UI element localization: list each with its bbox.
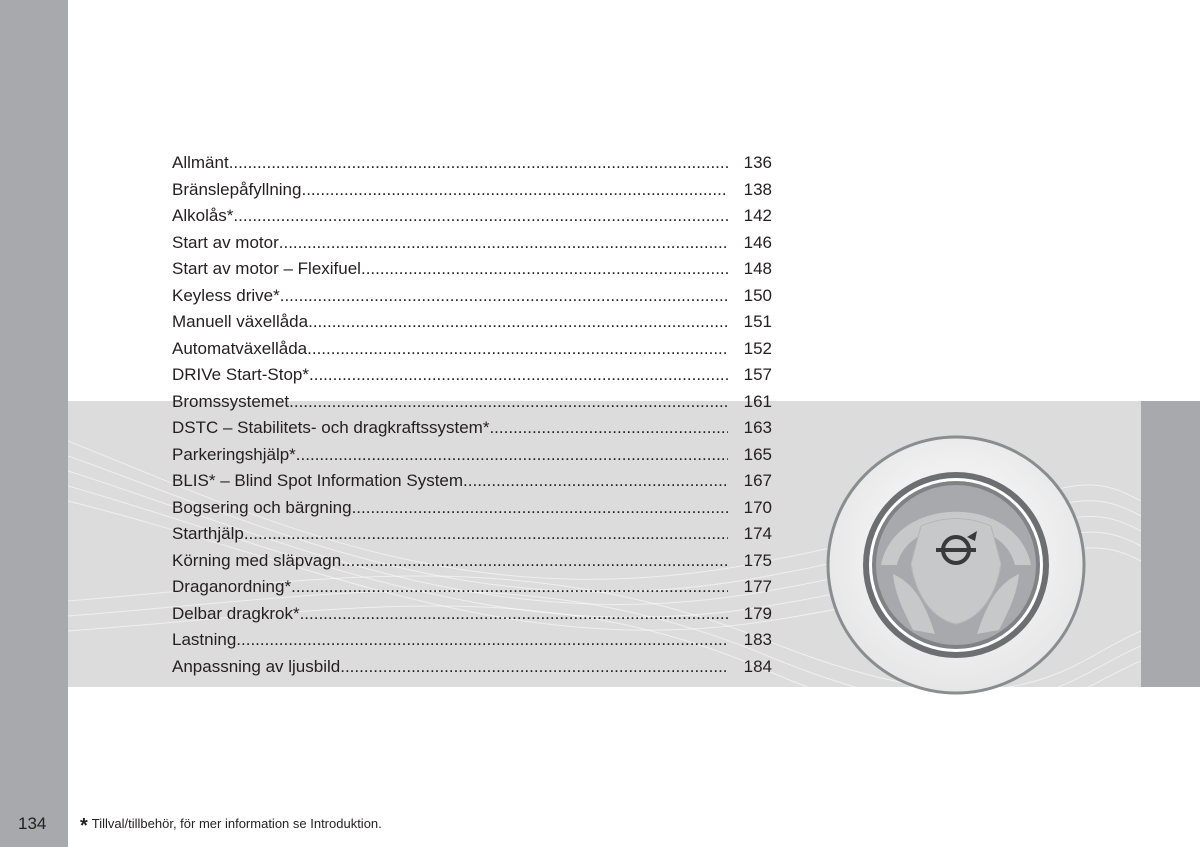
leader-dots [340,654,728,681]
toc-entry-title: BLIS* – Blind Spot Information System [172,471,464,490]
toc-entry-title: DSTC – Stabilitets- och dragkraftssystem* [172,418,490,437]
steering-wheel-icon [825,434,1087,701]
toc-entry-page: 167 [743,471,772,490]
leader-dots [236,627,728,654]
leader-dots [280,283,728,310]
toc-entry-page: 161 [743,391,772,411]
toc-entry-page: 179 [743,603,772,623]
toc-entry[interactable] [172,495,772,522]
toc-entry[interactable] [172,283,772,310]
toc-entry[interactable] [172,362,772,389]
leader-dots [307,336,728,363]
leader-dots [309,362,728,389]
chapter-tab [1141,401,1200,687]
toc-entry-title: Bogsering och bärgning [172,497,352,517]
leader-dots [289,389,728,416]
leader-dots [279,230,728,257]
toc-entry[interactable] [172,203,772,230]
leader-dots [296,442,728,469]
leader-dots [463,468,728,495]
toc-entry-title: Alkolås* [172,206,234,225]
toc-entry[interactable] [172,654,772,681]
leader-dots [244,521,728,548]
left-margin-bar [0,0,68,847]
toc-entry[interactable] [172,256,772,283]
footnote [80,815,382,838]
toc-entry-page: 170 [743,497,772,517]
toc-entry[interactable] [172,601,772,628]
toc-entry[interactable] [172,336,772,363]
toc-entry-page: 177 [743,577,772,596]
toc-entry-page: 175 [743,550,772,570]
toc-entry[interactable] [172,574,772,601]
toc-entry[interactable] [172,415,772,442]
leader-dots [352,495,728,522]
toc-entry-page: 184 [743,656,772,676]
toc-entry[interactable] [172,389,772,416]
toc-entry-page: 150 [743,285,772,305]
toc-entry[interactable] [172,177,772,204]
toc-entry-title: Allmänt [172,153,229,172]
toc-entry[interactable] [172,309,772,336]
toc-entry-title: Draganordning* [172,577,292,596]
leader-dots [291,574,728,601]
toc-entry-title: Start av motor – Flexifuel [172,259,361,278]
toc-entry-title: Manuell växellåda [172,312,309,331]
toc-entry-title: Lastning [172,630,237,649]
leader-dots [361,256,728,283]
footnote-text: Tillval/tillbehör, för mer information se Introduktion. [91,816,382,831]
toc-entry-page: 165 [743,444,772,464]
toc-entry-title: DRIVe Start-Stop* [172,365,310,384]
toc-entry-title: Parkeringshjälp* [172,444,296,464]
toc-entry-page: 138 [743,179,772,199]
toc-entry[interactable] [172,548,772,575]
leader-dots [308,309,728,336]
toc-entry[interactable] [172,468,772,495]
toc-entry[interactable] [172,521,772,548]
toc-entry-title: Start av motor [172,232,279,252]
toc-entry[interactable] [172,442,772,469]
toc-entry-title: Automatväxellåda [172,338,308,358]
toc-entry-page: 152 [743,338,772,358]
leader-dots [300,601,728,628]
toc-entry-page: 146 [743,232,772,252]
toc-entry-title: Bränslepåfyllning [172,179,302,199]
toc-entry-title: Delbar dragkrok* [172,603,300,623]
toc-entry-title: Starthjälp [172,524,244,543]
leader-dots [489,415,728,442]
toc-entry-page: 151 [743,312,772,331]
table-of-contents [172,150,772,680]
toc-entry[interactable] [172,150,772,177]
page-number: 134 [18,814,47,833]
toc-entry-title: Keyless drive* [172,285,280,305]
toc-entry[interactable] [172,627,772,654]
toc-entry-page: 157 [743,365,772,384]
leader-dots [341,548,728,575]
leader-dots [229,150,728,177]
toc-entry-title: Bromssystemet [172,391,290,411]
toc-entry-title: Anpassning av ljusbild [172,656,341,676]
leader-dots [233,203,728,230]
toc-entry-page: 174 [743,524,772,543]
toc-entry[interactable] [172,230,772,257]
toc-entry-page: 136 [743,153,772,172]
toc-entry-page: 163 [743,418,772,437]
leader-dots [301,177,728,204]
toc-entry-page: 142 [743,206,772,225]
footnote-marker: * [80,815,88,837]
toc-entry-page: 148 [743,259,772,278]
toc-entry-title: Körning med släpvagn [172,550,342,570]
toc-entry-page: 183 [743,630,772,649]
